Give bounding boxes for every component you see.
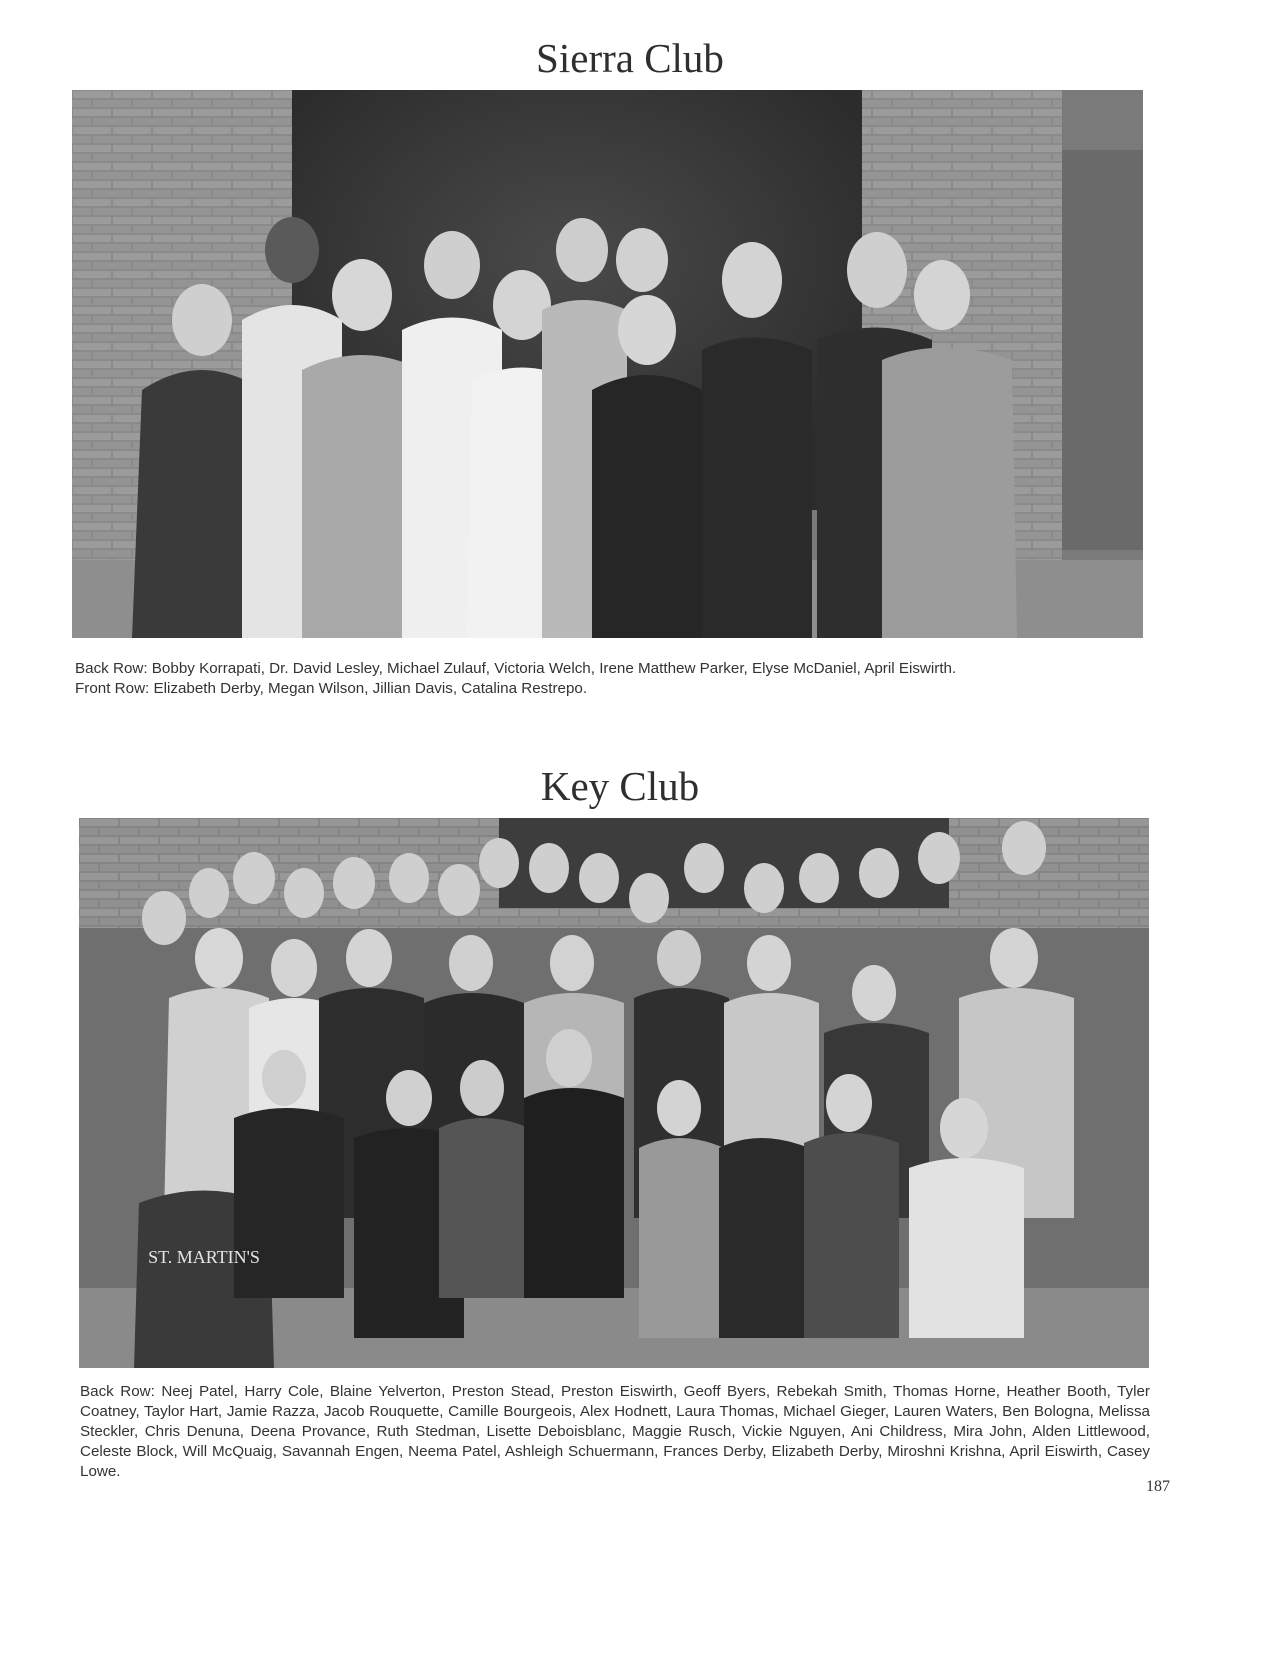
sierra-club-front-row-names: Front Row: Elizabeth Derby, Megan Wilson, Jillian Davis, Catalina Restrepo. [75, 680, 588, 697]
key-club-caption: Back Row: Neej Patel, Harry Cole, Blaine Yelverton, Preston Stead, Preston Eiswirth, Geoff Byers, Rebekah Smith, Thomas Horne, Heather Booth, Tyler Coatney, Taylor Hart, Jamie Razza, Jacob Rouquette, Camille Bourgeois, Alex Hodnett, Laura Thomas, Michael Gieger, Lauren Waters, Ben Bologna, Melissa Steckler, Chris Denuna, Deena Provance, Ruth Stedman, Lisette Deboisblanc, Maggie Rusch, Vickie Nguyen, Ani Childress, Mira John, Alden Littlewood, Celeste Block, Will McQuaig, Savannah Engen, Neema Patel, Ashleigh Schuermann, Frances Derby, Elizabeth Derby, Miroshni Krishna, April Eiswirth, Casey Lowe. [80, 1383, 1150, 1480]
key-club-photo-illustration [79, 818, 1149, 1368]
sierra-club-caption [75, 659, 1145, 699]
page-number: 187 [1146, 1478, 1170, 1495]
sweatshirt-logo-text: ST. MARTIN'S [148, 1247, 260, 1267]
sierra-club-photo-illustration [72, 90, 1143, 638]
sierra-club-group-photo [72, 90, 1143, 638]
sierra-club-back-row-names: Back Row: Bobby Korrapati, Dr. David Lesley, Michael Zulauf, Victoria Welch, Irene Matthew Parker, Elyse McDaniel, April Eiswirth. [75, 660, 957, 677]
key-club-title: Key Club [540, 763, 700, 809]
sierra-club-title: Sierra Club [536, 35, 724, 81]
key-club-group-photo [79, 818, 1149, 1368]
